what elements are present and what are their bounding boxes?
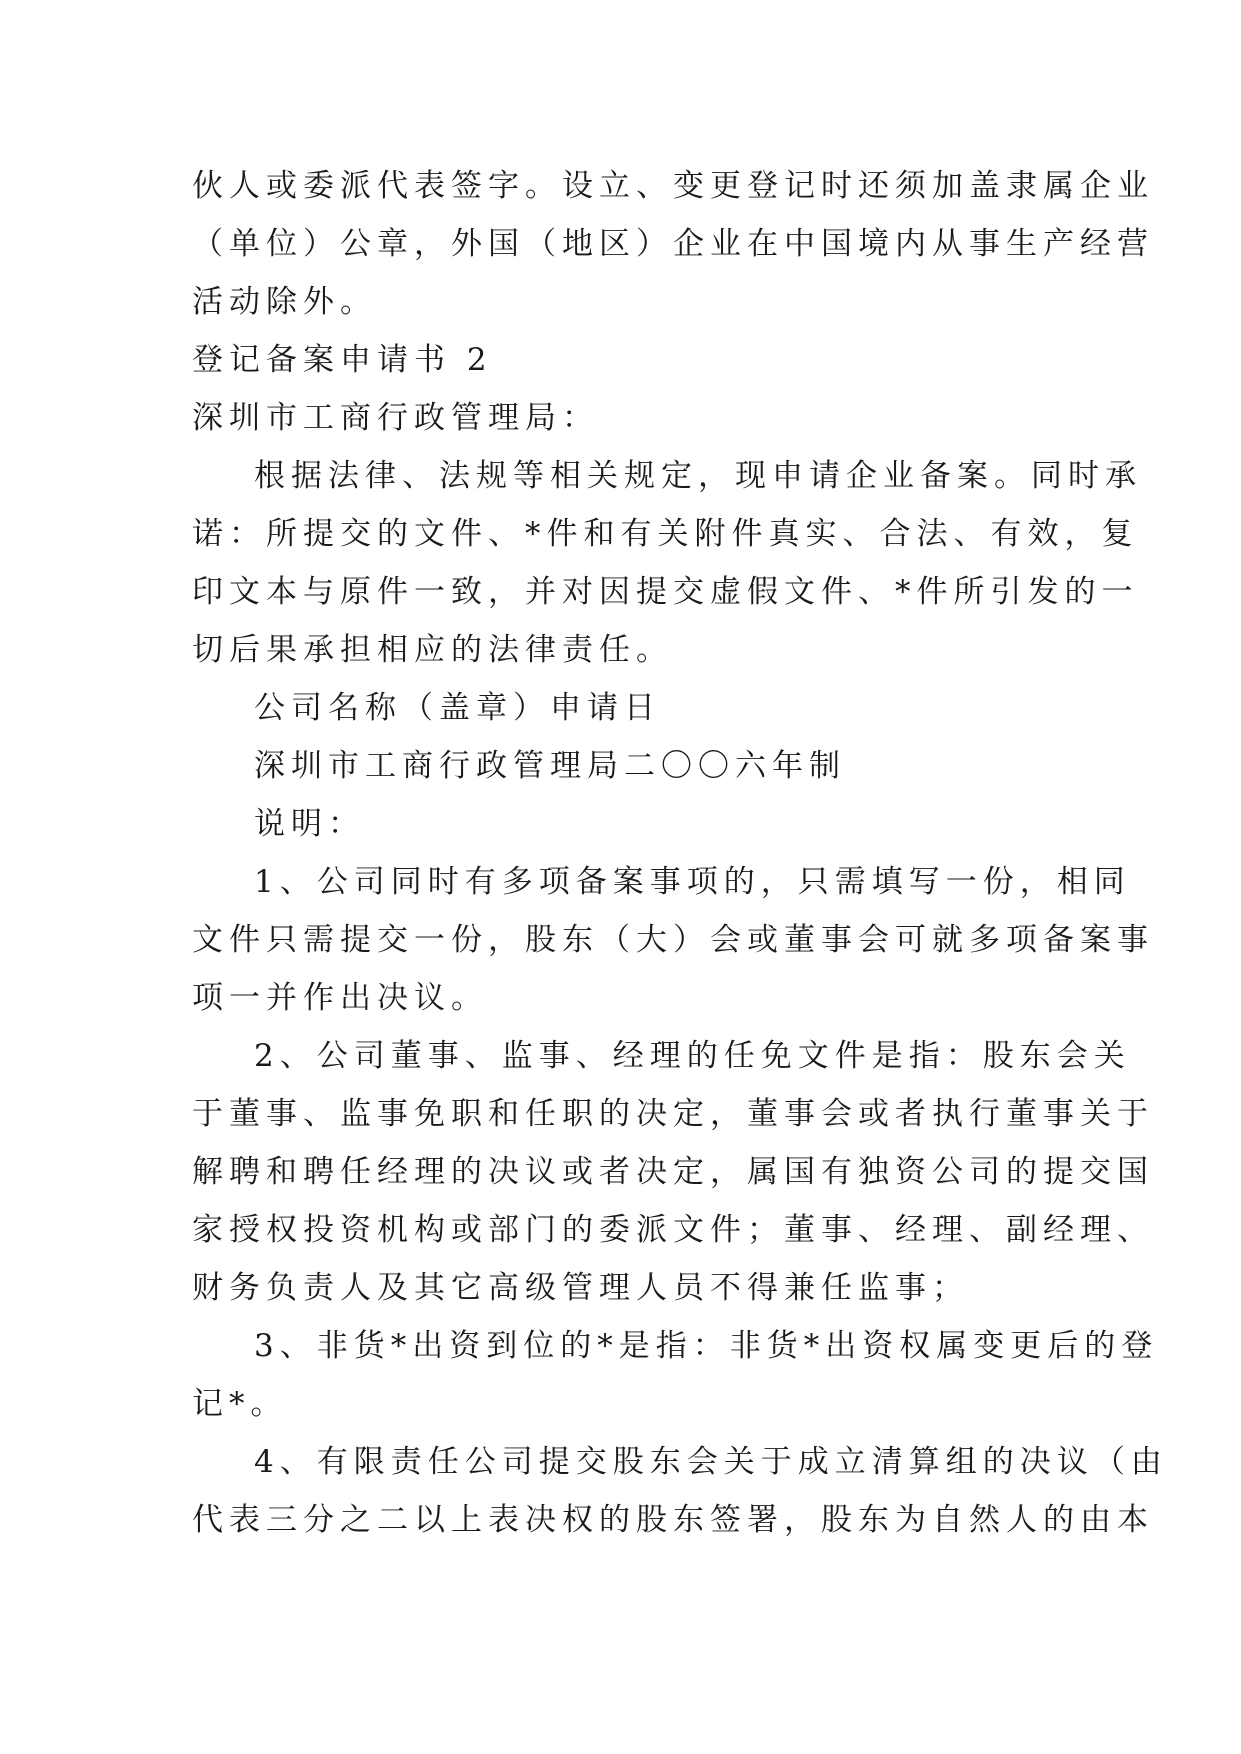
notes-heading: 说明： xyxy=(254,806,365,842)
text-line: 1、公司同时有多项备案事项的，只需填写一份，相同 xyxy=(254,864,1131,900)
text-line: 家授权投资机构或部门的委派文件；董事、经理、副经理、 xyxy=(192,1212,1154,1248)
text-line: （单位）公章，外国（地区）企业在中国境内从事生产经营 xyxy=(192,226,1154,262)
text-line: 记*。 xyxy=(192,1386,288,1422)
text-line: 伙人或委派代表签字。设立、变更登记时还须加盖隶属企业 xyxy=(192,168,1154,204)
text-line: 根据法律、法规等相关规定，现申请企业备案。同时承 xyxy=(254,458,1142,494)
text-line: 文件只需提交一份，股东（大）会或董事会可就多项备案事 xyxy=(192,922,1154,958)
addressee: 深圳市工商行政管理局： xyxy=(192,400,599,436)
text-line: 项一并作出决议。 xyxy=(192,980,488,1016)
text-line: 于董事、监事免职和任职的决定，董事会或者执行董事关于 xyxy=(192,1096,1154,1132)
text-line: 深圳市工商行政管理局二〇〇六年制 xyxy=(254,748,846,784)
text-line: 切后果承担相应的法律责任。 xyxy=(192,632,673,668)
text-line: 印文本与原件一致，并对因提交虚假文件、*件所引发的一 xyxy=(192,574,1139,610)
text-line: 2、公司董事、监事、经理的任免文件是指：股东会关 xyxy=(254,1038,1131,1074)
text-line: 公司名称（盖章）申请日 xyxy=(254,690,661,726)
text-line: 代表三分之二以上表决权的股东签署，股东为自然人的由本 xyxy=(192,1502,1154,1538)
text-line: 3、非货*出资到位的*是指：非货*出资权属变更后的登 xyxy=(254,1328,1159,1364)
section-title: 登记备案申请书 2 xyxy=(192,342,493,378)
text-line: 诺：所提交的文件、*件和有关附件真实、合法、有效，复 xyxy=(192,516,1139,552)
text-line: 解聘和聘任经理的决议或者决定，属国有独资公司的提交国 xyxy=(192,1154,1154,1190)
text-line: 财务负责人及其它高级管理人员不得兼任监事； xyxy=(192,1270,969,1306)
text-line: 活动除外。 xyxy=(192,284,377,320)
text-line: 4、有限责任公司提交股东会关于成立清算组的决议（由 xyxy=(254,1444,1168,1480)
